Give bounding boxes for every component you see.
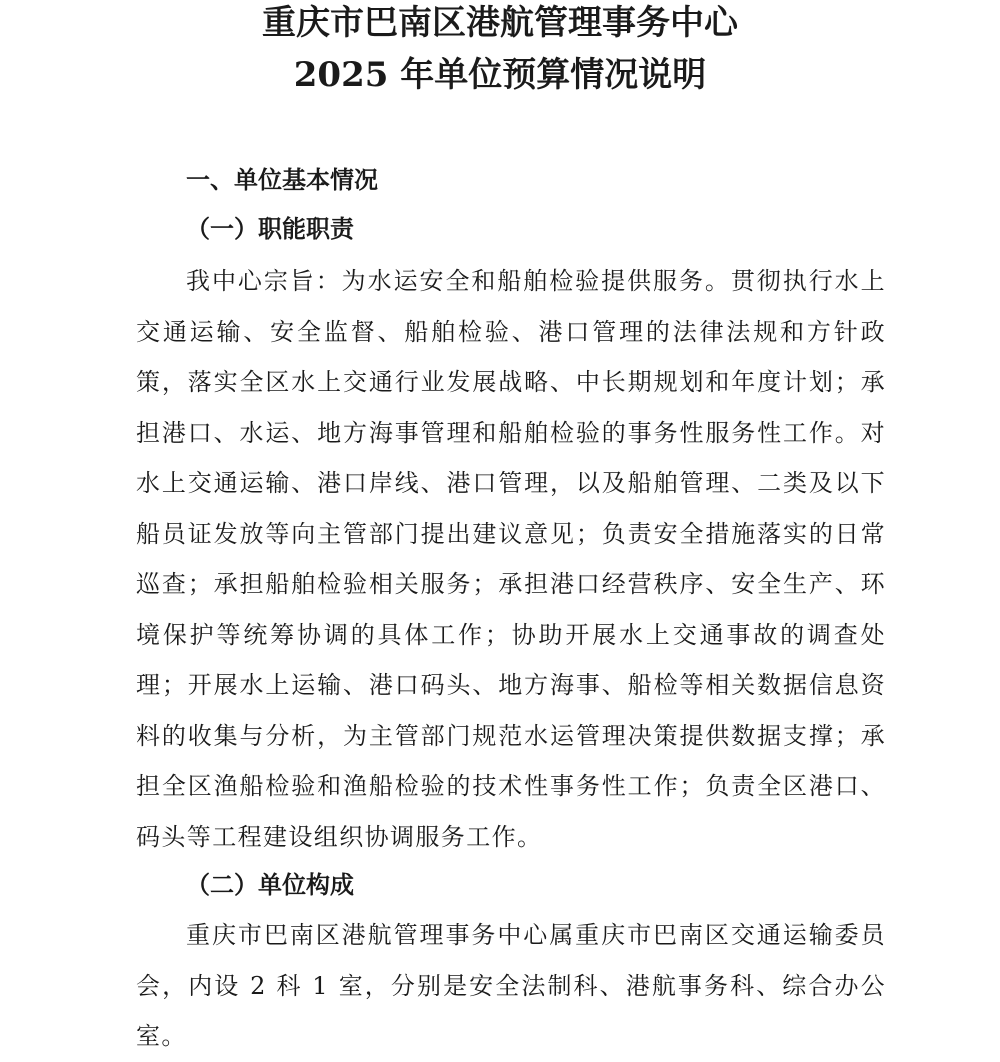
composition-paragraph: 重庆市巴南区港航管理事务中心属重庆市巴南区交通运输委员会，内设 2 科 1 室，分别是安全法制科、港航事务科、综合办公室。 bbox=[136, 921, 886, 1050]
document-title: 重庆市巴南区港航管理事务中心 bbox=[262, 3, 738, 43]
document-subtitle: 2025 年单位预算情况说明 bbox=[293, 55, 707, 95]
section-heading-basic-info: 一、单位基本情况 bbox=[186, 166, 378, 194]
subsection-heading-composition: （二）单位构成 bbox=[186, 870, 354, 899]
subsection-heading-functions: （一）职能职责 bbox=[186, 214, 354, 243]
functions-paragraph: 我中心宗旨：为水运安全和船舶检验提供服务。贯彻执行水上交通运输、安全监督、船舶检验、港口管理的法律法规和方针政策，落实全区水上交通行业发展战略、中长期规划和年度计划；承担港口、水运、地方海事管理和船舶检验的事务性服务性工作。对水上交通运输、港口岸线、港口管理，以及船舶管理、二类及以下船员证发放等向主管部门提出建议意见；负责安全措施落实的日常巡查；承担船舶检验相关服务；承担港口经营秩序、安全生产、环境保护等统筹协调的具体工作；协助开展水上交通事故的调查处理；开展水上运输、港口码头、地方海事、船检等相关数据信息资料的收集与分析，为主管部门规范水运管理决策提供数据支撑；承担全区渔船检验和渔船检验的技术性事务性工作；负责全区港口、码头等工程建设组织协调服务工作。 bbox=[136, 267, 886, 851]
